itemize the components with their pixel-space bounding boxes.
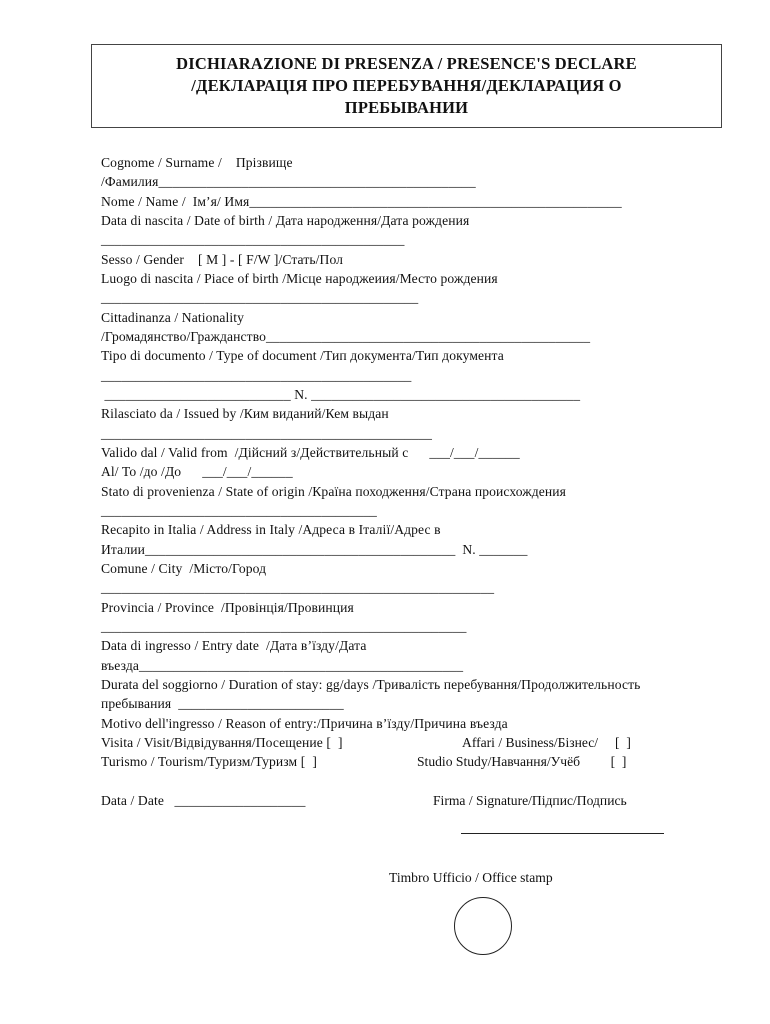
date-field[interactable]: Data / Date ___________________ [101,793,306,808]
city-label: Comune / City /Місто/Город [101,561,267,576]
province-field[interactable]: _____________________________________________________ [101,619,467,634]
address-label: Recapito in Italia / Address in Italy /Адреса в Італії/Адрес в [101,522,441,537]
origin-state-label: Stato di provenienza / State of origin /Країна походження/Страна происхождения [101,484,567,499]
reason-tourism-checkbox[interactable]: Turismo / Tourism/Туризм/Туризм [ ] [101,754,317,769]
entry-date-field[interactable]: въезда_______________________________________________ [101,658,464,673]
form-title-line-1: DICHIARAZIONE DI PRESENZA / PRESENCE'S DECLARE [176,54,637,73]
reason-business-checkbox[interactable]: Affari / Business/Бізнес/ [ ] [462,735,631,750]
document-type-label: Tipo di documento / Type of document /Тип документа/Тип документа [101,348,504,363]
birth-date-label: Data di nascita / Date of birth / Дата народження/Дата рождения [101,213,470,228]
entry-date-label: Data di ingresso / Entry date /Дата в’їзду/Дата [101,638,367,653]
reason-study-checkbox[interactable]: Studio Study/Навчання/Учёб [ ] [417,754,627,769]
surname-field[interactable]: /Фамилия______________________________________________ [101,174,476,189]
birth-place-field[interactable]: ______________________________________________ [101,290,419,305]
province-label: Provincia / Province /Провінція/Провинция [101,600,354,615]
reason-visit-checkbox[interactable]: Visita / Visit/Відвідування/Посещение [ ] [101,735,343,750]
document-number-field[interactable]: ___________________________ N. _______________________________________ [101,387,581,402]
issued-by-field[interactable]: ________________________________________________ [101,426,433,441]
birth-date-field[interactable]: ____________________________________________ [101,232,405,247]
document-type-field[interactable]: _____________________________________________ [101,368,412,383]
entry-reason-label: Motivo dell'ingresso / Reason of entry:/Причина в’їзду/Причина въезда [101,716,508,731]
name-field[interactable]: Nome / Name / Ім’я/ Имя______________________________________________________ [101,194,622,209]
form-title-line-2: /ДЕКЛАРАЦІЯ ПРО ПЕРЕБУВАННЯ/ДЕКЛАРАЦИЯ О [191,76,622,95]
valid-from-field[interactable]: Valido dal / Valid from /Дійсний з/Действительный с ___/___/______ [101,445,520,460]
form-title-line-3: ПРЕБЫВАНИИ [344,98,469,117]
gender-field[interactable]: Sesso / Gender [ M ] - [ F/W ]/Стать/Пол [101,252,344,267]
stay-duration-label: Durata del soggiorno / Duration of stay: gg/days /Тривалість перебування/Продолжительность [101,677,641,692]
stay-duration-field[interactable]: пребывания ________________________ [101,696,344,711]
nationality-label: Cittadinanza / Nationality [101,310,245,325]
issued-by-label: Rilasciato da / Issued by /Ким виданий/Кем выдан [101,406,389,421]
signature-line[interactable] [461,833,664,834]
signature-label: Firma / Signature/Підпис/Подпись [433,793,627,808]
address-field[interactable]: Италии_____________________________________________ N. _______ [101,542,528,557]
office-stamp-label: Timbro Ufficio / Office stamp [389,870,553,885]
nationality-field[interactable]: /Громадянство/Гражданство_______________________________________________ [101,329,591,344]
office-stamp-circle [454,897,512,955]
city-field[interactable]: _________________________________________________________ [101,580,495,595]
birth-place-label: Luogo di nascita / Piace of birth /Місце народжеиия/Место рождения [101,271,498,286]
valid-to-field[interactable]: Al/ To /до /До ___/___/______ [101,464,293,479]
surname-label: Cognome / Surname / Прізвище [101,155,293,170]
form-title-box [91,44,722,128]
origin-state-field[interactable]: ________________________________________ [101,503,377,518]
